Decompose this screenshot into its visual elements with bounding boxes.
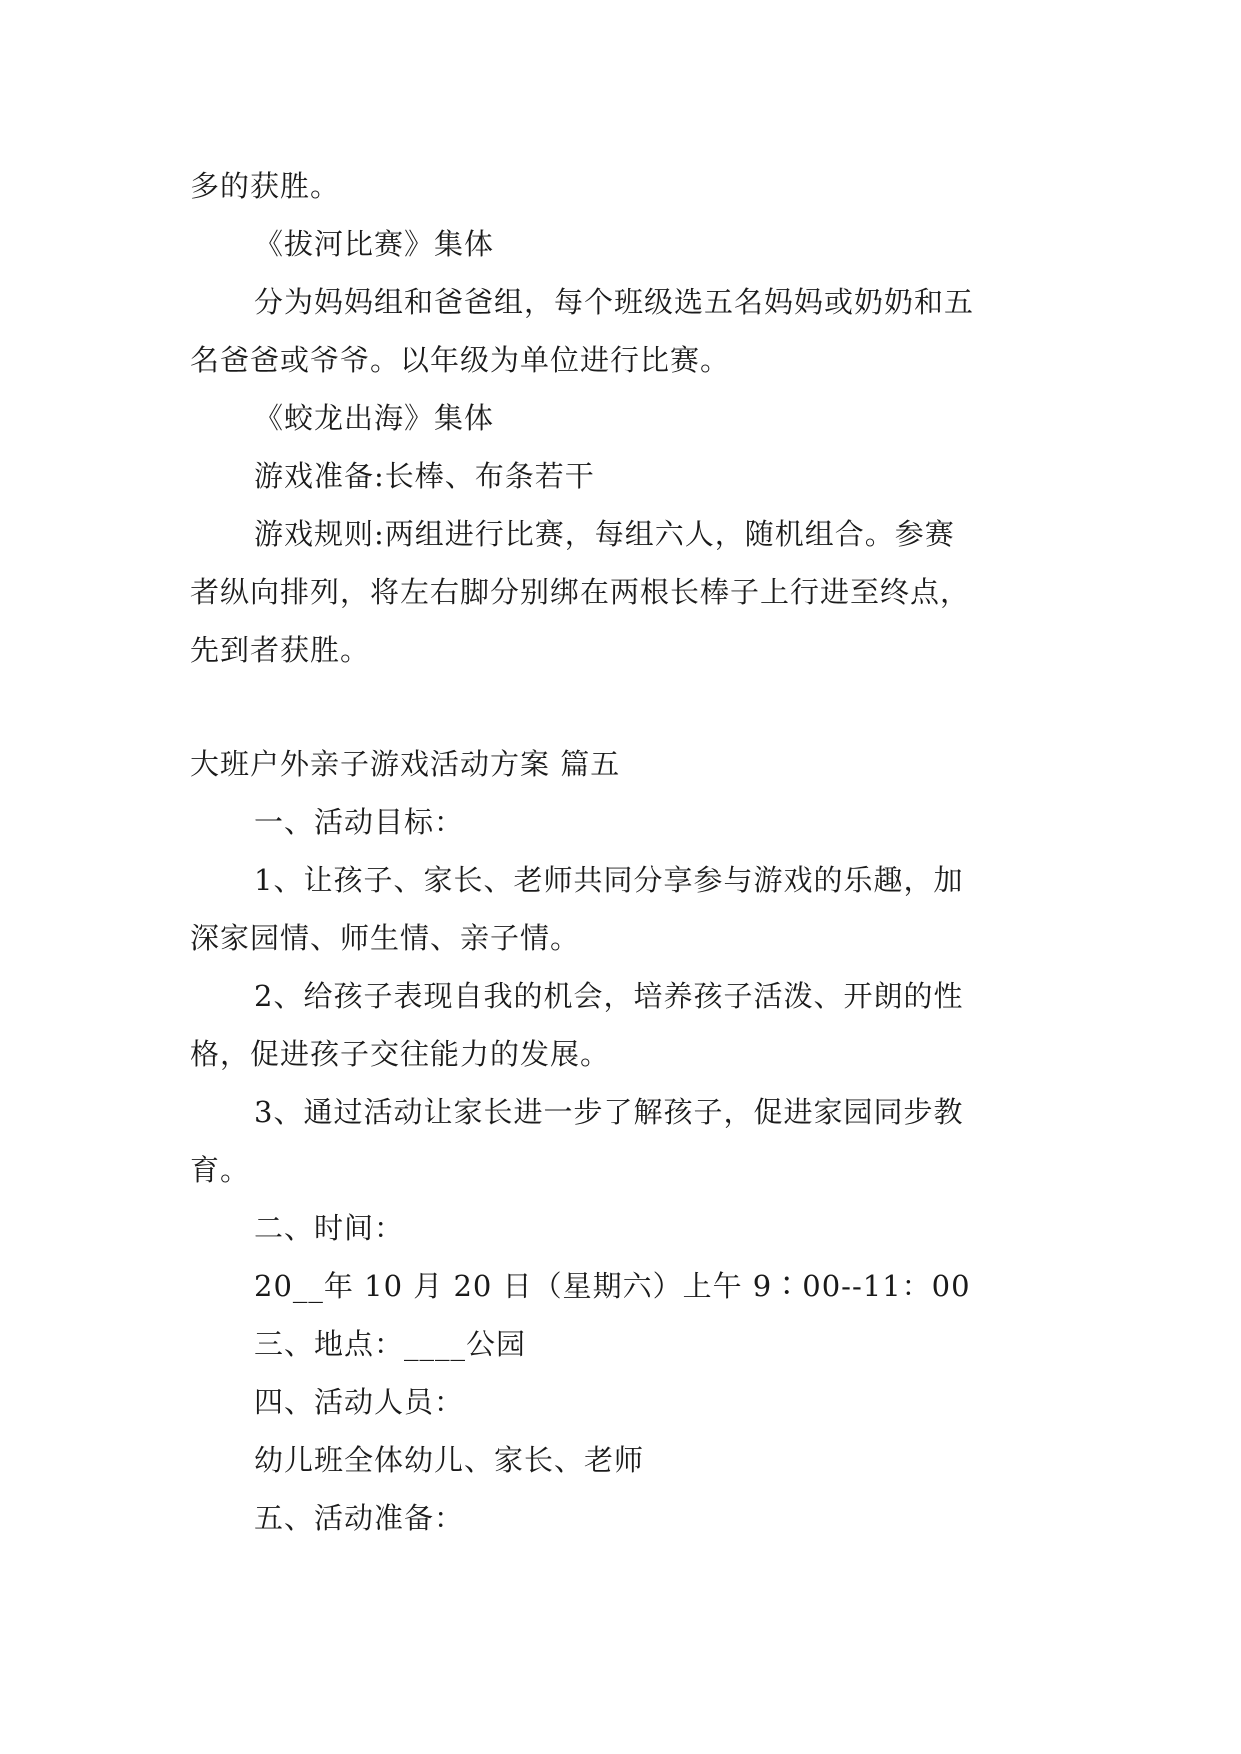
section-heading: 一、活动目标： xyxy=(254,805,465,839)
paragraph-line: 育。 xyxy=(190,1153,251,1187)
chapter-title: 大班户外亲子游戏活动方案 篇五 xyxy=(190,747,621,781)
paragraph-line: 3、通过活动让家长进一步了解孩子，促进家园同步教 xyxy=(254,1095,964,1129)
paragraph-line: 2、给孩子表现自我的机会，培养孩子活泼、开朗的性 xyxy=(254,979,964,1013)
section-heading: 《拔河比赛》集体 xyxy=(254,227,495,261)
section-heading: 二、时间： xyxy=(254,1211,405,1245)
paragraph-line: 深家园情、师生情、亲子情。 xyxy=(190,921,581,955)
paragraph-line: 20__年 10 月 20 日（星期六）上午 9∶00--11：00 xyxy=(254,1269,971,1303)
paragraph-line: 格，促进孩子交往能力的发展。 xyxy=(190,1037,611,1071)
paragraph-line: 1、让孩子、家长、老师共同分享参与游戏的乐趣，加 xyxy=(254,863,964,897)
paragraph-line: 先到者获胜。 xyxy=(190,633,371,667)
paragraph-line: 者纵向排列，将左右脚分别绑在两根长棒子上行进至终点， xyxy=(190,575,971,609)
paragraph-line: 名爸爸或爷爷。以年级为单位进行比赛。 xyxy=(190,343,731,377)
section-heading: 三、地点：____公园 xyxy=(254,1327,527,1361)
section-heading: 《蛟龙出海》集体 xyxy=(254,401,495,435)
section-heading: 四、活动人员： xyxy=(254,1385,465,1419)
paragraph-line: 游戏规则:两组进行比赛，每组六人，随机组合。参赛 xyxy=(254,517,955,551)
paragraph-line: 幼儿班全体幼儿、家长、老师 xyxy=(254,1443,645,1477)
section-heading: 五、活动准备： xyxy=(254,1501,465,1535)
paragraph-line: 游戏准备:长棒、布条若干 xyxy=(254,459,595,493)
paragraph-line: 分为妈妈组和爸爸组，每个班级选五名妈妈或奶奶和五 xyxy=(254,285,975,319)
paragraph-line: 多的获胜。 xyxy=(190,169,341,203)
